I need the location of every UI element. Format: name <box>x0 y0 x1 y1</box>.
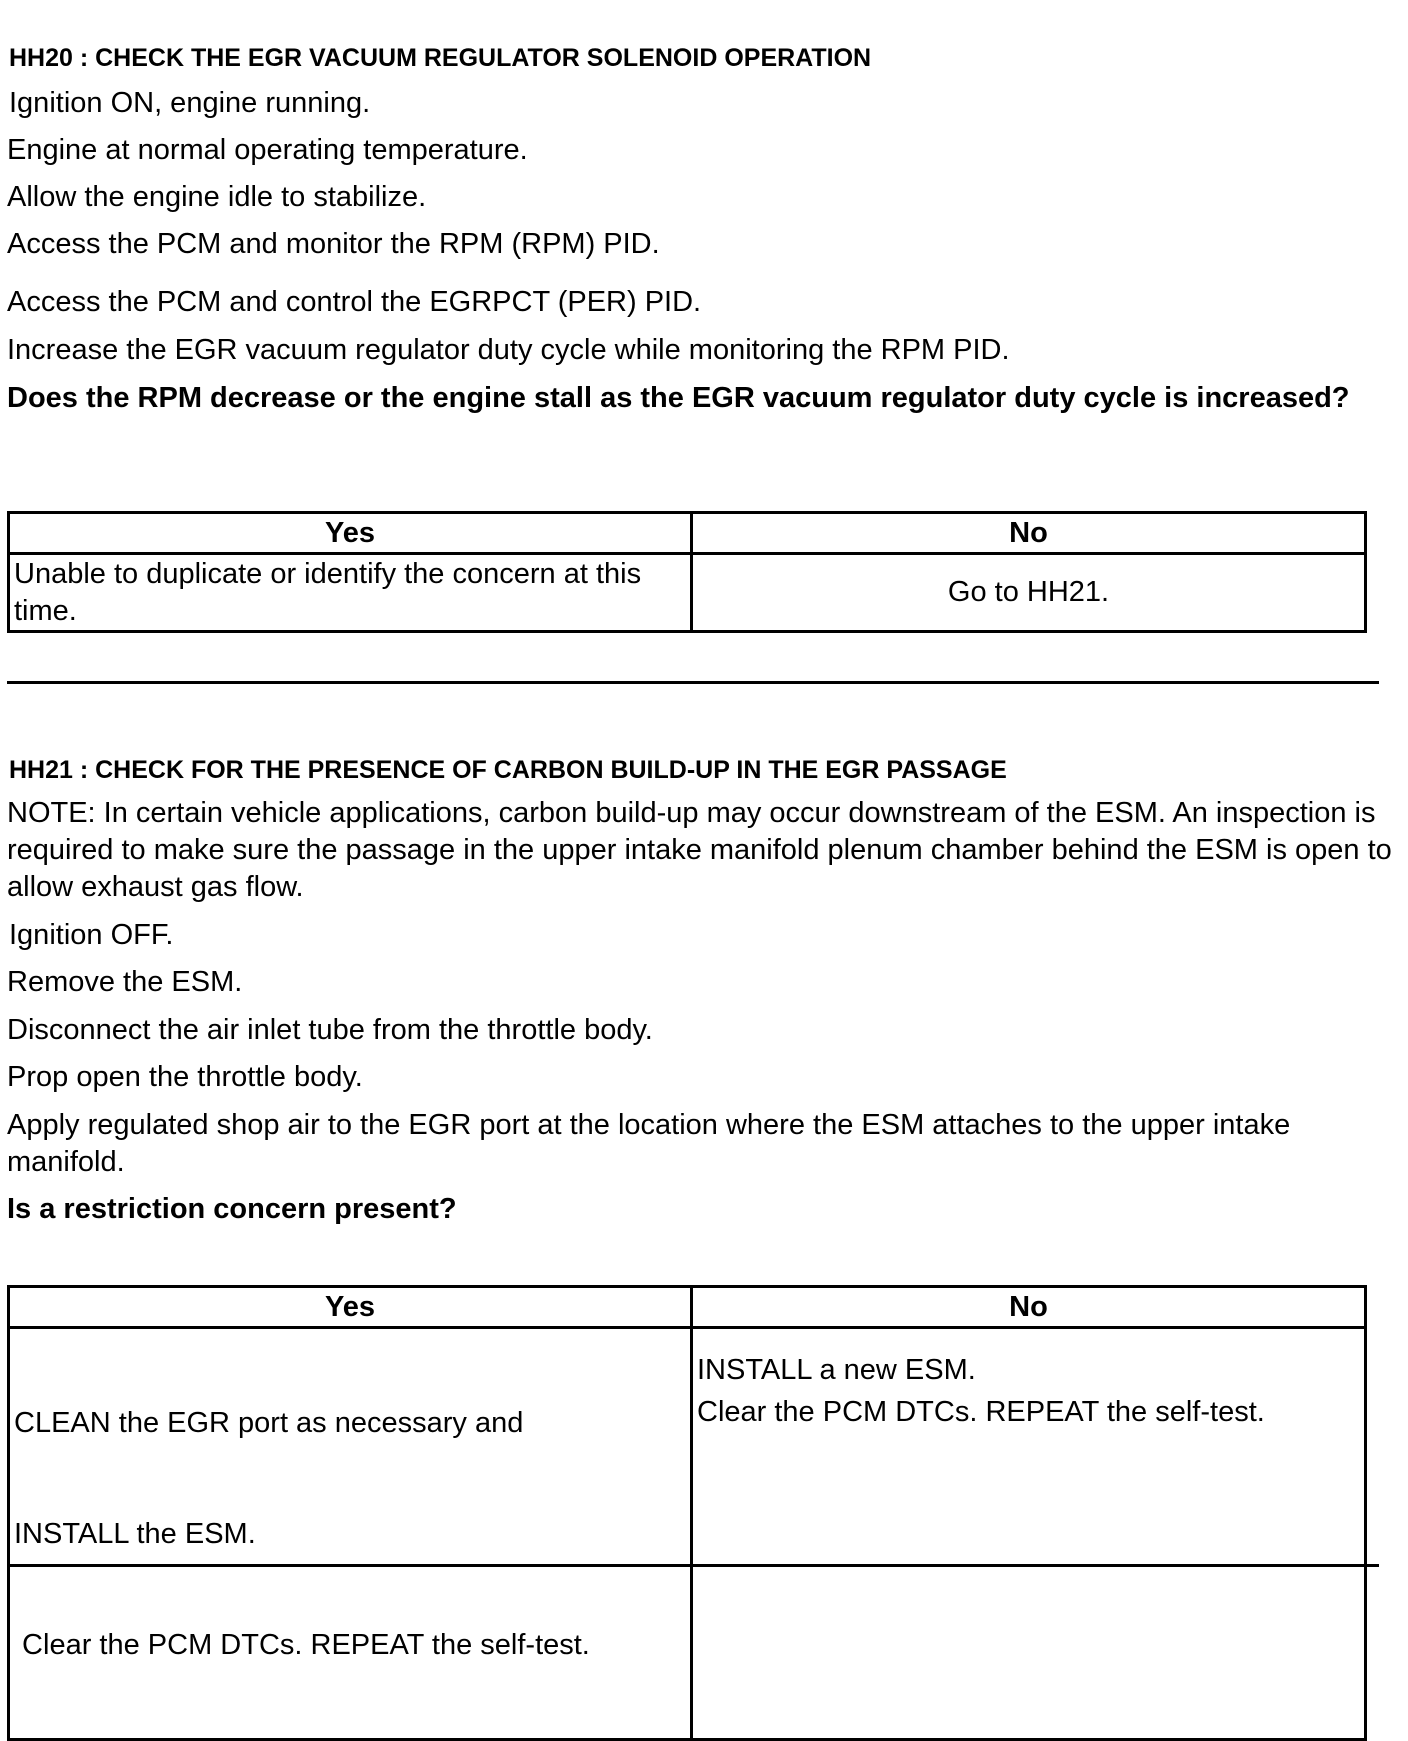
hh21-no-cell <box>692 1328 1366 1740</box>
hh20-step-1: Ignition ON, engine running. <box>9 87 371 119</box>
hh20-no-cell: Go to HH21. <box>692 554 1366 632</box>
hh21-yes-cell <box>9 1328 692 1740</box>
hh21-step-3: Disconnect the air inlet tube from the throttle body. <box>7 1014 653 1046</box>
hh21-answer-table <box>7 1285 1367 1741</box>
hh21-step-4: Prop open the throttle body. <box>7 1061 363 1093</box>
hh21-step-2: Remove the ESM. <box>7 966 243 998</box>
hh20-step-6: Increase the EGR vacuum regulator duty cycle while monitoring the RPM PID. <box>7 334 1010 366</box>
section-divider <box>7 681 1379 684</box>
hh20-yes-header: Yes <box>9 513 692 554</box>
hh20-step-4: Access the PCM and monitor the RPM (RPM) PID. <box>7 228 660 260</box>
hh21-step-1: Ignition OFF. <box>9 919 174 951</box>
hh20-step-5: Access the PCM and control the EGRPCT (PER) PID. <box>7 286 702 318</box>
hh21-title: HH21 : CHECK FOR THE PRESENCE OF CARBON BUILD-UP IN THE EGR PASSAGE <box>9 756 1007 784</box>
hh21-note: NOTE: In certain vehicle applications, carbon build-up may occur downstream of the ESM. An inspection is required to make sure the passage in the upper intake manifold plenum chamber behind the ESM is open to allow exhaust gas flow. <box>7 797 1392 903</box>
hh20-yes-cell: Unable to duplicate or identify the concern at this time. <box>9 554 692 632</box>
hh20-title: HH20 : CHECK THE EGR VACUUM REGULATOR SOLENOID OPERATION <box>9 44 872 72</box>
hh20-no-header: No <box>692 513 1366 554</box>
hh21-yes-line-2: INSTALL the ESM. <box>14 1518 256 1550</box>
hh20-step-2: Engine at normal operating temperature. <box>7 134 528 166</box>
hh21-question: Is a restriction concern present? <box>7 1193 457 1225</box>
hh21-no-line-2: Clear the PCM DTCs. REPEAT the self-test. <box>697 1396 1265 1428</box>
hh21-yes-header: Yes <box>9 1287 692 1328</box>
hh21-step-5: Apply regulated shop air to the EGR port at the location where the ESM attaches to the upper intake manifold. <box>7 1109 1291 1178</box>
bottom-divider <box>7 1564 1379 1567</box>
hh21-yes-line-1: CLEAN the EGR port as necessary and <box>14 1407 524 1439</box>
hh21-yes-line-3: Clear the PCM DTCs. REPEAT the self-test. <box>14 1629 590 1661</box>
hh20-step-3: Allow the engine idle to stabilize. <box>7 181 427 213</box>
hh20-answer-table <box>7 511 1367 633</box>
hh20-question: Does the RPM decrease or the engine stall as the EGR vacuum regulator duty cycle is increased? <box>7 382 1350 414</box>
hh21-no-header: No <box>692 1287 1366 1328</box>
hh21-no-line-1: INSTALL a new ESM. <box>697 1354 976 1386</box>
